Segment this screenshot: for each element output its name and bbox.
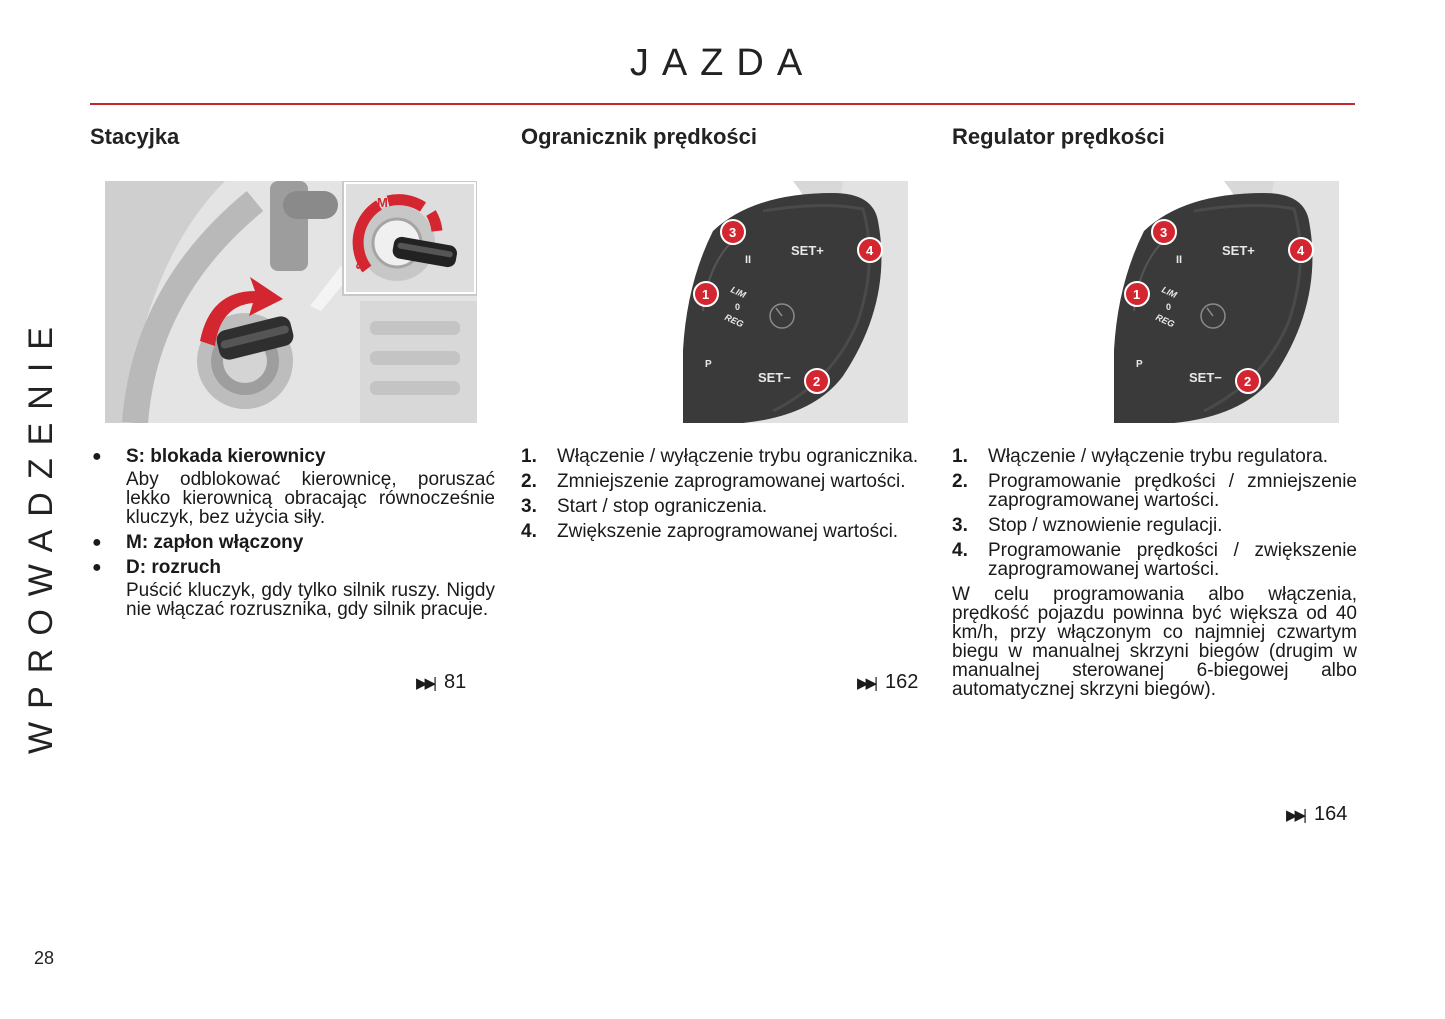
list-item [90,558,495,619]
item-desc: Puścić kluczyk, gdy tylko silnik ruszy. Nigdy nie włączać rozrusznika, gdy silnik pracuje. [126,580,495,620]
p-button-label: P [705,359,712,370]
ref-page-number: 164 [1313,803,1348,825]
lim-label: LIM [729,284,748,301]
item-number: 2. [952,471,968,492]
item-text: Włączenie / wyłączenie trybu regulatora. [988,446,1329,467]
item-text: Zwiększenie zaprogramowanej wartości. [557,521,899,542]
cruise-paragraph: W celu programowania albo włączenia, prędkość pojazdu powinna być większa od 40 km/h, przy włączonym co najmniej czwartym biegu w manualnej skrzyni biegów (drugim w manualnej sterowanej 6-biegowej albo automatycznej skrzyni biegów). [952,584,1357,700]
svg-text:1: 1 [1133,287,1141,302]
bullet-marker: ● [92,448,102,465]
badge-2 [805,369,829,393]
item-label: M: zapłon włączony [126,532,304,553]
dial-letter-s: S [352,258,370,274]
badge-1 [694,282,718,306]
item-text: Programowanie prędkości / zwiększenie zaprogramowanej wartości. [988,540,1357,580]
pause-label: II [1176,254,1183,266]
bullet-marker: ● [92,559,102,576]
set-plus-label: SET+ [1222,243,1255,258]
ignition-dial-detail [346,184,474,292]
item-number: 3. [952,515,968,536]
p-button-label: P [1136,359,1143,370]
item-number: 1. [952,446,968,467]
cruise-heading: Regulator prędkości [952,124,1165,149]
page-number: 28 [34,948,55,968]
item-label: S: blokada kierownicy [126,446,326,467]
item-text: Stop / wznowienie regulacji. [988,515,1223,536]
svg-text:4: 4 [1297,243,1305,258]
item-number: 2. [521,471,537,492]
item-number: 1. [521,446,537,467]
ignition-page-ref[interactable] [416,671,466,694]
item-number: 3. [521,496,537,517]
list-item [521,447,926,466]
set-plus-label: SET+ [791,243,824,258]
dial-letter-d: D [427,212,445,230]
badge-2 [1236,369,1260,393]
svg-text:1: 1 [702,287,710,302]
item-text: Programowanie prędkości / zmniejszenie zaprogramowanej wartości. [988,471,1357,511]
cruise-figure [1114,181,1339,423]
item-text: Start / stop ograniczenia. [557,496,768,517]
list-item [952,516,1357,535]
svg-text:2: 2 [813,374,821,389]
list-item [90,447,495,527]
ignition-list [90,447,495,625]
badge-3 [721,220,745,244]
limiter-list [521,447,926,547]
badge-1 [1125,282,1149,306]
set-minus-label: SET− [758,370,791,385]
next-page-icon: ▶▶| [857,675,875,692]
next-page-icon: ▶▶| [1286,807,1304,824]
ref-page-number: 81 [443,671,467,693]
list-item [521,497,926,516]
ignition-figure [105,181,477,423]
page-title: JAZDA [629,42,816,84]
set-minus-label: SET− [1189,370,1222,385]
item-desc: Aby odblokować kierownicę, poruszać lekko kierownicą obracając równocześnie kluczyk, bez użycia siły. [126,469,495,528]
item-number: 4. [952,540,968,561]
svg-text:3: 3 [729,225,737,240]
section-side-label: WPROWADZENIE [22,314,60,754]
pause-label: II [745,254,752,266]
lim-label: LIM [1160,284,1179,301]
limiter-page-ref[interactable] [857,671,918,694]
list-item [952,447,1357,466]
list-item [90,533,495,552]
svg-text:3: 3 [1160,225,1168,240]
item-number: 4. [521,521,537,542]
title-divider [90,103,1355,105]
reg-label: REG [723,311,746,330]
badge-4 [1289,238,1313,262]
dial-letter-m: M [377,195,388,210]
reg-label: REG [1154,311,1177,330]
list-item [521,522,926,541]
svg-text:4: 4 [866,243,874,258]
list-item [521,472,926,491]
zero-label: 0 [735,302,741,312]
list-item [952,541,1357,579]
item-text: Włączenie / wyłączenie trybu ogranicznika. [557,446,919,467]
ignition-heading: Stacyjka [90,124,180,149]
item-label: D: rozruch [126,557,221,578]
bullet-marker: ● [92,534,102,551]
cruise-page-ref[interactable] [1286,803,1347,826]
badge-4 [858,238,882,262]
list-item [952,472,1357,510]
cruise-list [952,447,1357,699]
svg-text:2: 2 [1244,374,1252,389]
ref-page-number: 162 [884,671,919,693]
next-page-icon: ▶▶| [416,675,434,692]
limiter-heading: Ogranicznik prędkości [521,124,757,149]
badge-3 [1152,220,1176,244]
limiter-figure [683,181,908,423]
item-text: Zmniejszenie zaprogramowanej wartości. [557,471,906,492]
zero-label: 0 [1166,302,1172,312]
